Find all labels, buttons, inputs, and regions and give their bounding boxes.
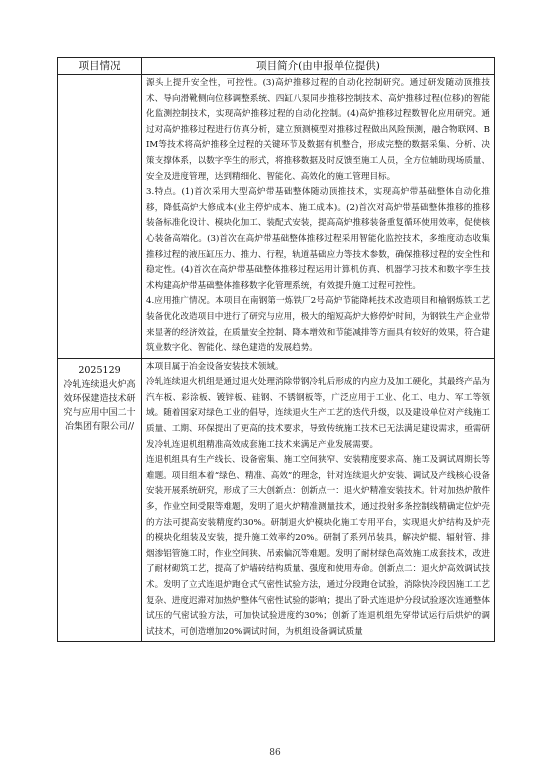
table-row bbox=[58, 358, 495, 642]
project-info bbox=[59, 360, 140, 438]
page-number: 86 bbox=[269, 748, 281, 758]
intro-paragraph: 冷轧连续退火机组是通过退火处理消除带钢冷轧后形成的内应力及加工硬化，其最终产品为汽车板、彩涂板、镀锌板、硅钢、不锈钢板等，广泛应用于工业、化工、电力、军工等领域。随着国家对绿色工业的倡导，连续退火生产工艺的迭代升级，以及建设单位对产线施工质量、工期、环保提出了更高的技术要求，导致传统施工技术已无法满足建设需求，亟需研发冷轧连退机组精准高效成套施工技术来满足产业发展需要。 bbox=[146, 377, 490, 450]
project-intro-cell bbox=[142, 75, 495, 359]
project-info-cell bbox=[58, 358, 142, 642]
header-project-intro: 项目简介(由申报单位提供) bbox=[142, 58, 495, 75]
intro-text-block bbox=[143, 76, 493, 357]
intro-paragraph: 连退机组具有生产线长、设备密集、施工空间狭窄、安装精度要求高、施工及调试周期长等难题。项目组本着“绿色、精准、高效”的理念，针对连续退火炉安装、调试及产线核心设备安装开展系统研究，形成了三大创新点：创新点一：退火炉精准安装技术。针对加热炉散件多，作业空间受限等难题，发明了退火炉精准测量技术，通过投射多条控制线精确定位炉壳的方法可提高安装精度约30%。研制退火炉模块化施工专用平台，实现退火炉结构及炉壳的模块化组装及安装，提升施工效率约20%。研制了系列吊装具，解决炉辊、辐射管、排烟渗铝管施工时，作业空间狭、吊索偏沉等难题。发明了耐材绿色高效施工成套技术，改进了耐材砌筑工艺，提高了炉墙砖结构质量、强度和使用寿命。创新点二：退火炉高效调试技术。发明了立式连退炉跑仓式气密性试验方法，通过分段跑仓试验，消除快冷段因施工工艺复杂、进度迟滞对加热炉整体气密性试验的影响；提出了卧式连退炉分段试验逐次连通整体试压的气密试验方法，可加快试验进度约30%；创新了连退机组先穿带试运行后烘炉的调试技术，可创造增加20%调试时间，为机组设备调试质量 bbox=[146, 455, 490, 637]
intro-paragraph: 3.特点。(1)首次采用大型高炉带基础整体随动顶推技术，实现高炉带基础整体自动化推移，降低高炉大修成本(业主停炉成本、施工成本)。(2)首次对高炉带基础整体推移的推移装备标准化设计、模块化加工、装配式安装，提高高炉推移装备重复循环使用效率，促使核心装备高端化。(3)首次在高炉带基础整体推移过程采用智能化监控技术，多维度动态收集推移过程的液压缸压力、推力、行程，轨道基础应力等技术参数，确保推移过程的安全性和稳定性。(4)首次在高炉带基础整体推移过程运用计算机仿真、机器学习技术和数字孪生技术构建高炉带基础整体推移数字化管理系统，有效提升施工过程可控性。 bbox=[146, 187, 490, 291]
project-intro-cell bbox=[142, 358, 495, 642]
project-table bbox=[57, 57, 495, 642]
intro-paragraph: 本项目属于冶金设备安装技术领域。 bbox=[146, 361, 284, 372]
table-row bbox=[58, 75, 495, 359]
intro-text-block bbox=[143, 360, 493, 641]
project-table-container bbox=[57, 57, 494, 642]
intro-paragraph: 源头上提升安全性，可控性。(3)高炉推移过程的自动化控制研究。通过研发随动顶推技术、导向滑靴侧向位移调整系统、四缸八泵同步推移控制技术、高炉推移过程(位移)的智能化监测控制技术，实现高炉推移过程的自动化控制。(4)高炉推移过程数智化应用研究。通过对高炉推移过程进行仿真分析，建立预测模型对推移过程做出风险预测，融合物联网、BIM等技术将高炉推移全过程的关键环节及数据有机整合，形成完整的数据采集、分析、决策支撑体系，以数字孪生的形式，将推移数据及时反馈至施工人员，全方位辅助现场质量、安全及进度管理，达到精细化、智能化、高效化的施工管理目标。 bbox=[146, 78, 490, 182]
table-header-row bbox=[58, 58, 495, 75]
header-project-status: 项目情况 bbox=[58, 58, 142, 75]
project-number: 2025129 bbox=[78, 364, 121, 376]
project-info-cell-empty bbox=[58, 75, 142, 359]
project-name: 冷轧连续退火炉高效环保建造技术研究与应用中国二十冶集团有限公司// bbox=[63, 379, 136, 432]
intro-paragraph: 4.应用推广情况。本项目在南钢第一炼铁厂2号高炉节能降耗技术改造项目和榆钢炼铁工艺装备优化改造项目中进行了研究与应用，极大的缩短高炉大修停炉时间，为钢铁生产企业带来显著的经济效益，在质量安全控制、降本增效和节能减排等方面具有较好的效果，符合建筑业数字化、智能化、绿色建造的发展趋势。 bbox=[146, 296, 490, 354]
